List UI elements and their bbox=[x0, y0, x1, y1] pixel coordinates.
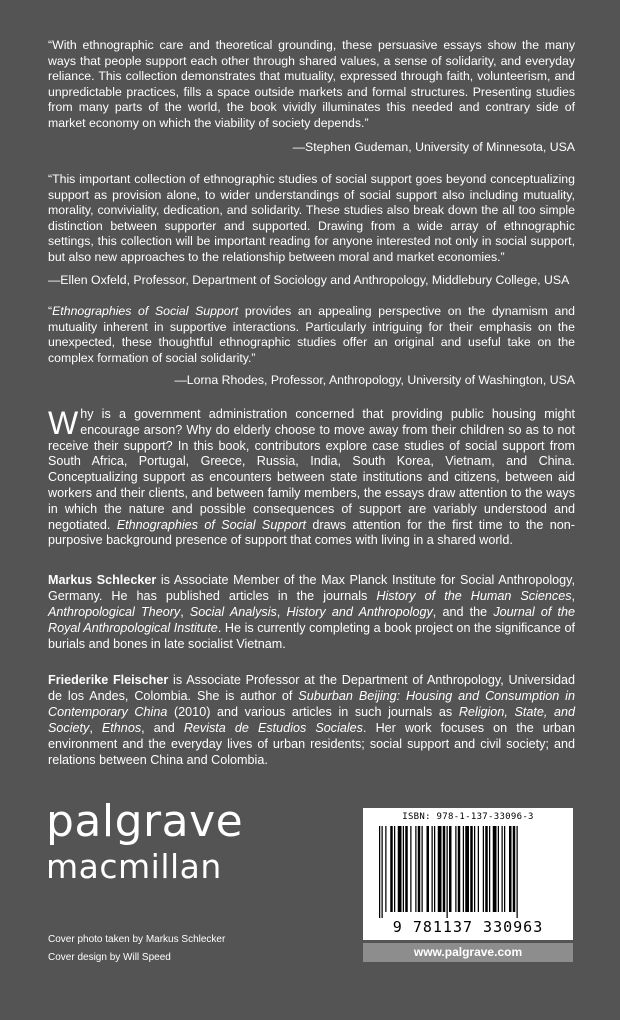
photo-credit: Cover photo taken by Markus Schlecker bbox=[48, 934, 226, 945]
bio-text: is Associate Professor at the Department of Anthropology, Universidad de los Andes, Colombia. She is author of bbox=[48, 673, 575, 703]
bio-text: , bbox=[571, 588, 576, 603]
isbn-label: ISBN: 978-1-137-33096-3 bbox=[402, 812, 534, 822]
journal-title: History of the Human Sciences bbox=[376, 588, 572, 603]
author-name: Friederike Fleischer bbox=[48, 673, 169, 687]
description-book-title: Ethnographies of Social Support bbox=[116, 517, 307, 532]
journal-title: Revista de Estudios Sociales bbox=[183, 720, 363, 735]
journal-title: History and Anthropology bbox=[286, 604, 433, 619]
barcode-bars bbox=[375, 826, 561, 918]
publisher-logo bbox=[46, 796, 244, 886]
design-credit: Cover design by Will Speed bbox=[48, 952, 171, 963]
bio-text: (2010) and various articles in such journals as bbox=[167, 704, 459, 719]
barcode-bars-graphic bbox=[375, 826, 561, 918]
drop-cap: W bbox=[48, 405, 79, 441]
book-title: Suburban Beijing: Housing and Consumption in Contemporary China bbox=[48, 688, 575, 719]
attribution-rhodes: —Lorna Rhodes, Professor, Anthropology, University of Washington, USA bbox=[174, 373, 575, 387]
bio-text: is Associate Member of the Max Planck Institute for Social Anthropology, Germany. He has published articles in the journals bbox=[48, 573, 575, 603]
book-title-italic: Ethnographies of Social Support bbox=[52, 304, 239, 318]
quote-oxfeld: “This important collection of ethnographic studies of social support goes beyond conceptualizing support as provision alone, to wider understandings of social support also including mutuality, morality, conviviality, dedication, and solidarity. These studies also break down the all too simple distinction between supporter and supported. Drawing from a wide array of ethnographic settings, this collection will be important reading for anyone interested not only in social support, but also new approaches to the relationship between moral and market economies.” bbox=[48, 172, 575, 264]
quote-open-mark: “ bbox=[48, 304, 53, 318]
journal-title: Journal of the Royal Anthropological Institute bbox=[48, 604, 576, 635]
publisher-logo-palgrave: palgrave bbox=[46, 796, 244, 847]
bio-schlecker bbox=[48, 573, 575, 653]
book-description bbox=[48, 407, 575, 549]
bio-text: . Her work focuses on the urban environment and the everyday lives of urban residents; social support and civil society; and relations between China and Colombia. bbox=[48, 720, 576, 767]
bio-text: , and the bbox=[432, 604, 494, 619]
attribution-oxfeld: —Ellen Oxfeld, Professor, Department of Sociology and Anthropology, Middlebury College, USA bbox=[48, 273, 570, 287]
bio-fleischer bbox=[48, 673, 575, 768]
journal-title: Religion, State, and Society bbox=[48, 704, 576, 735]
journal-title: Anthropological Theory bbox=[48, 604, 181, 619]
bio-text: . He is currently completing a book project on the significance of burials and bones in late socialist Vietnam. bbox=[48, 620, 575, 651]
journal-title: Ethnos bbox=[101, 720, 142, 735]
barcode bbox=[363, 808, 573, 940]
bio-text: , bbox=[276, 604, 287, 619]
journal-title: Social Analysis bbox=[189, 604, 277, 619]
quote-rhodes bbox=[48, 304, 575, 366]
bio-text: , and bbox=[141, 720, 184, 735]
bio-text: , bbox=[180, 604, 190, 619]
publisher-website[interactable]: www.palgrave.com bbox=[363, 943, 573, 962]
description-text-end: draws attention for the first time to the non-purposive background presence of support that comes with living in a shared world. bbox=[48, 517, 575, 548]
barcode-number: 9 781137 330963 bbox=[392, 918, 544, 936]
bio-text: , bbox=[89, 720, 102, 735]
publisher-logo-macmillan: macmillan bbox=[46, 847, 222, 886]
description-text: hy is a government administration concerned that providing public housing might encourage arson? Why do elderly choose to move away from their children so as to not receive their support? In this book, contributors explore case studies of social support from South Africa, Portugal, Greece, Russia, India, South Korea, Vietnam, and China. Conceptualizing support as encounters between state institutions and citizens, between aid workers and their clients, and between family members, the essays draw attention to the ways in which the nature and possible consequences of support are variably understood and negotiated. bbox=[48, 407, 575, 532]
author-name: Markus Schlecker bbox=[48, 573, 157, 587]
quote-rhodes-text: provides an appealing perspective on the dynamism and mutuality inherent in supportive interactions. Particularly intriguing for their emphasis on the unexpected, these thoughtful ethnographic studies offer an original and useful take on the complex formation of social solidarity.” bbox=[48, 304, 576, 365]
quote-gudeman: “With ethnographic care and theoretical grounding, these persuasive essays show the many ways that people support each other through shared values, a sense of solidarity, and everyday reliance. This collection demonstrates that mutuality, expressed through faith, volunteerism, and unpredictable practices, fills a space outside markets and formal structures. Presenting studies from many parts of the world, the book vividly illuminates this needed and contrary side of market economy on which the viability of society depends.” bbox=[48, 38, 575, 130]
attribution-gudeman: —Stephen Gudeman, University of Minnesota, USA bbox=[292, 140, 575, 154]
